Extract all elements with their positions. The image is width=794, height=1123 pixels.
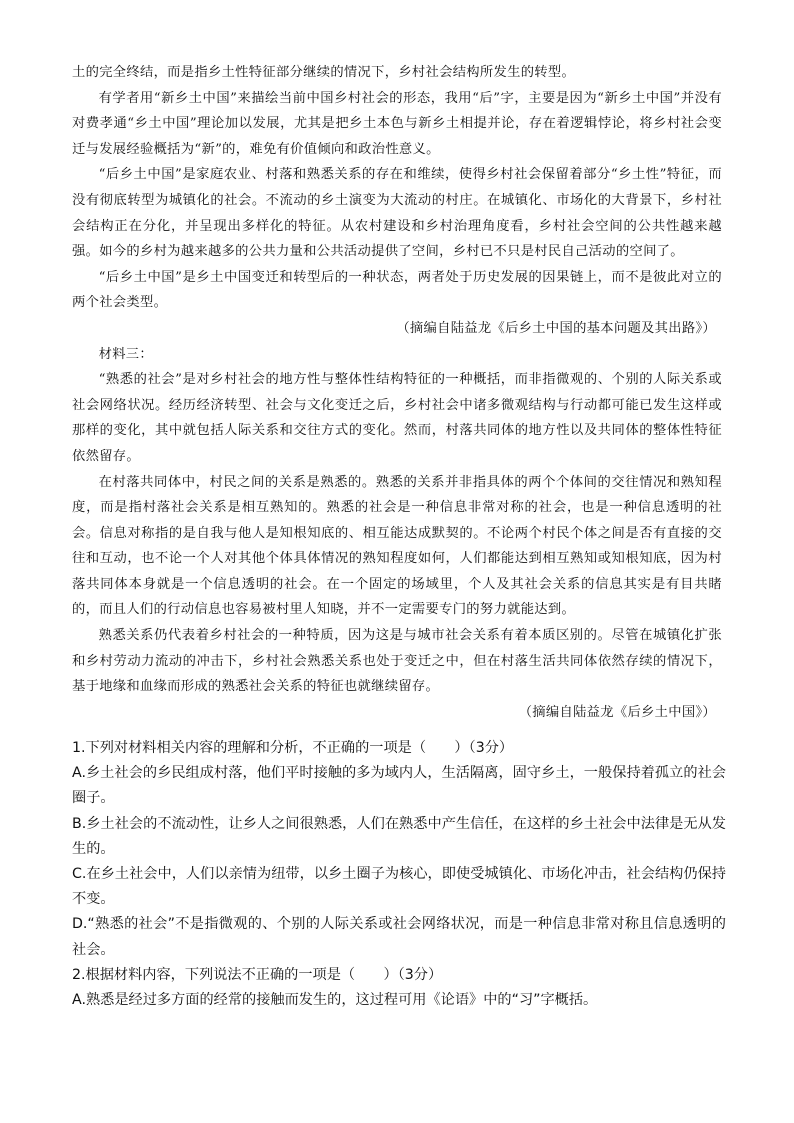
material2-paragraph-1: 有学者用“新乡土中国”来描绘当前中国乡村社会的形态，我用“后”字，主要是因为“新乡土中国”并没有对费孝通“乡土中国”理论加以发展，尤其是把乡土本色与新乡土相提并论，存在着逻辑悖论，将乡村社会变迁与发展经验概括为“新”的，难免有价值倾向和政治性意义。: [72, 90, 722, 157]
material3-paragraph-1: “熟悉的社会”是对乡村社会的地方性与整体性结构特征的一种概括，而非指微观的、个别的人际关系或社会网络状况。经历经济转型、社会与文化变迁之后，乡村社会中诸多微观结构与行动都可能已发生这样或那样的变化，其中就包括人际关系和交往方式的变化。然而，村落共同体的地方性以及共同体的整体性特征依然留存。: [72, 372, 722, 464]
question-1-stem: 1.下列对材料相关内容的理解和分析，不正确的一项是（ ）（3分）: [72, 740, 514, 756]
questions-section: [72, 736, 726, 1013]
material2-paragraph-2: “后乡土中国”是家庭农业、村落和熟悉关系的存在和维续，使得乡村社会保留着部分“乡土性”特征，而没有彻底转型为城镇化的社会。不流动的乡土演变为大流动的村庄。在城镇化、市场化的大背景下，乡村社会结构正在分化，并呈现出多样化的特征。从农村建设和乡村治理角度看，乡村社会空间的公共性越来越强。如今的乡村为越来越多的公共力量和公共活动提供了空间，乡村已不只是村民自己活动的空间了。: [72, 167, 722, 260]
material2-paragraph-0: 土的完全终结，而是指乡土性特征部分继续的情况下，乡村社会结构所发生的转型。: [72, 65, 576, 80]
material3-paragraph-2: 在村落共同体中，村民之间的关系是熟悉的。熟悉的关系并非指具体的两个个体间的交往情况和熟知程度，而是指村落社会关系是相互熟知的。熟悉的社会是一种信息非常对称的社会，也是一种信息透明的社会。信息对称指的是自我与他人是知根知底的、相互能达成默契的。不论两个村民个体之间是否有直接的交往和互动，也不论一个人对其他个体具体情况的熟知程度如何，人们都能达到相互熟知或知根知底，因为村落共同体本身就是一个信息透明的社会。在一个固定的场域里，个人及其社会关系的信息其实是有目共睹的，而且人们的行动信息也容易被村里人知晓，并不一定需要专门的努力就能达到。: [72, 474, 722, 618]
material2-paragraph-3: “后乡土中国”是乡土中国变迁和转型后的一种状态，两者处于历史发展的因果链上，而不是彼此对立的两个社会类型。: [72, 269, 722, 311]
material3-source: （摘编自陆益龙《后乡土中国》）: [518, 704, 716, 720]
material3-label: 材料三：: [98, 346, 153, 362]
question-1-option-b: B.乡土社会的不流动性，让乡人之间很熟悉，人们在熟悉中产生信任，在这样的乡土社会中法律是无从发生的。: [72, 815, 726, 857]
question-1-option-d: D.“熟悉的社会”不是指微观的、个别的人际关系或社会网络状况，而是一种信息非常对称且信息透明的社会。: [72, 916, 726, 958]
reading-material: [72, 60, 722, 725]
question-1-option-a: A.乡土社会的乡民组成村落，他们平时接触的多为域内人，生活隔离，固守乡土，一般保持着孤立的社会圈子。: [72, 765, 726, 807]
question-2-option-a: A.熟悉是经过多方面的经常的接触而发生的，这过程可用《论语》中的“习”字概括。: [72, 992, 598, 1009]
material2-source: （摘编自陆益龙《后乡土中国的基本问题及其出路》）: [396, 320, 716, 336]
question-2-stem: 2.根据材料内容，下列说法不正确的一项是（ ）（3分）: [72, 966, 443, 983]
material3-paragraph-3: 熟悉关系仍代表着乡村社会的一种特质，因为这是与城市社会关系有着本质区别的。尽管在城镇化扩张和乡村劳动力流动的冲击下，乡村社会熟悉关系也处于变迁之中，但在村落生活共同体依然存续的情况下，基于地缘和血缘而形成的熟悉社会关系的特征也就继续留存。: [72, 628, 722, 695]
question-1-option-c: C.在乡土社会中，人们以亲情为纽带，以乡土圈子为核心，即使受城镇化、市场化冲击，社会结构仍保持不变。: [72, 866, 726, 908]
